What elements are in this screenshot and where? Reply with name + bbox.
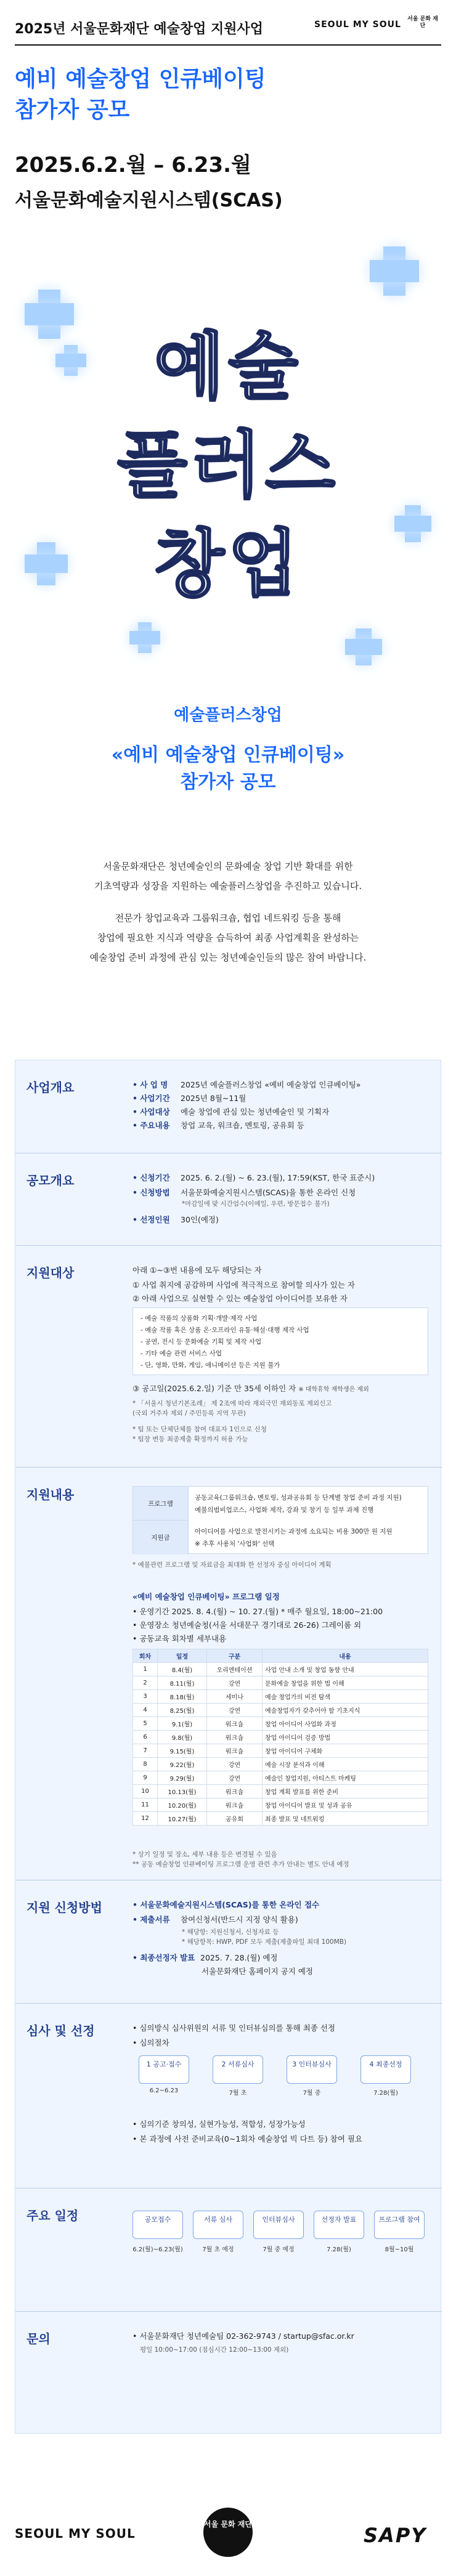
table-cell: 창업 계획 발표를 위한 준비 bbox=[263, 1785, 428, 1798]
table-header-row bbox=[133, 1649, 428, 1663]
target-note: * 팀장 변동 최종제출 확정까지 허용 가능 bbox=[132, 1436, 248, 1443]
table-cell: 8 bbox=[133, 1758, 158, 1771]
timeline-hint: 8월~10월 bbox=[385, 2246, 414, 2253]
review-hint: 7월 중 bbox=[303, 2090, 321, 2097]
table-cell: 강연 bbox=[207, 1676, 263, 1690]
table-cell: 예술창업자가 갖추어야 할 기초지식 bbox=[263, 1704, 428, 1717]
info-panel bbox=[15, 1060, 441, 2434]
table-cell: 1 bbox=[133, 1663, 158, 1676]
table-cell: 예술 창업가의 비전 탐색 bbox=[263, 1690, 428, 1704]
table-cell: 12 bbox=[133, 1812, 158, 1826]
table-cell: 9.8(월) bbox=[158, 1731, 207, 1744]
review-step: 3 인터뷰심사 bbox=[287, 2055, 337, 2084]
target-item: ② 아래 사업으로 실현할 수 있는 예술창업 아이디어를 보유한 자 bbox=[132, 1294, 348, 1303]
table-cell: 10.13(월) bbox=[158, 1785, 207, 1798]
support-label: 프로그램 bbox=[133, 1487, 189, 1521]
table-row bbox=[133, 1812, 428, 1826]
table-row bbox=[133, 1690, 428, 1704]
eligible-item: - 단, 영화, 만화, 게임, 애니메이션 등은 지원 불가 bbox=[140, 1362, 280, 1369]
table-cell: 최종 발표 및 네트워킹 bbox=[263, 1812, 428, 1826]
apply-section bbox=[15, 1880, 442, 2003]
timeline-step: 서류 심사 bbox=[193, 2211, 243, 2239]
table-cell: 9.15(월) bbox=[158, 1744, 207, 1758]
timeline-hint: 7월 중 예정 bbox=[263, 2246, 295, 2253]
table-cell: 8.25(월) bbox=[158, 1704, 207, 1717]
blue-cross-icon bbox=[345, 628, 382, 665]
apply-row: • 최종선정자 발표 2025. 7. 28.(월) 예정 bbox=[132, 1953, 278, 1962]
table-cell: 워크숍 bbox=[207, 1798, 263, 1812]
hero-title-line1: 예비 예술창업 인큐베이팅 bbox=[15, 67, 266, 92]
eligible-item: - 공연, 전시 등 문화예술 기획 및 제작 사업 bbox=[140, 1338, 262, 1346]
info-row: • 주요내용 창업 교육, 워크숍, 멘토링, 공유회 등 bbox=[132, 1121, 304, 1130]
intro-text: 예술창업 준비 과정에 관심 있는 청년예술인들의 많은 참여 바랍니다. bbox=[89, 952, 367, 963]
apply-row: • 서울문화예술지원시스템(SCAS)를 통한 온라인 접수 bbox=[132, 1900, 320, 1909]
table-cell: 사업 안내 소개 및 창업 동향 안내 bbox=[263, 1663, 428, 1676]
contact-section bbox=[15, 2311, 442, 2434]
target-note: (국외 거주자 제외 / 주민등록 지역 무관) bbox=[132, 1410, 246, 1417]
table-header: 구분 bbox=[207, 1649, 263, 1663]
hero-big-word-3: 창업 bbox=[154, 521, 302, 606]
support-label: 지원금 bbox=[133, 1521, 189, 1554]
table-cell: 11 bbox=[133, 1798, 158, 1812]
section-title: 사업개요 bbox=[26, 1080, 75, 1095]
timeline-step: 인터뷰심사 bbox=[253, 2211, 304, 2239]
hero-big-word-1: 예술 bbox=[154, 324, 302, 409]
info-row: • 신청방법 서울문화예술지원시스템(SCAS)을 통한 온라인 신청 bbox=[132, 1188, 356, 1197]
target-note: * 팀 또는 단체단체를 참여 대표자 1인으로 신청 bbox=[132, 1426, 267, 1433]
schedule-sub: • 공동교육 회차별 세부내용 bbox=[132, 1634, 227, 1643]
table-row bbox=[133, 1731, 428, 1744]
table-cell: 10 bbox=[133, 1785, 158, 1798]
table-cell: 3 bbox=[133, 1690, 158, 1704]
review-step: 1 공고·접수 bbox=[139, 2055, 189, 2084]
sub-title-line1: «예비 예술창업 인큐베이팅» bbox=[111, 744, 345, 766]
schedule-note: ** 공동 예술창업 인큐베이팅 프로그램 운영 관련 추가 안내는 별도 안내 예정 bbox=[132, 1861, 349, 1868]
table-cell: 6 bbox=[133, 1731, 158, 1744]
intro-text: 전문가 창업교육과 그룹워크숍, 협업 네트워킹 등을 통해 bbox=[115, 912, 341, 924]
table-row bbox=[133, 1771, 428, 1785]
apply-row: 서울문화재단 홈페이지 공지 예정 bbox=[202, 1967, 313, 1976]
timeline-hint: 6.2(월)~6.23(월) bbox=[132, 2246, 183, 2253]
table-row bbox=[133, 1717, 428, 1731]
table-cell: 워크숍 bbox=[207, 1744, 263, 1758]
apply-row: • 제출서류 참여신청서(반드시 지정 양식 활용) bbox=[132, 1915, 298, 1924]
apply-note: * 해당항목: HWP, PDF 모두 제출(제출파일 최대 100MB) bbox=[182, 1938, 347, 1946]
footer-sfac-logo: 서울 문화 재단 bbox=[203, 2508, 253, 2557]
support-box bbox=[132, 1486, 428, 1554]
intro-text: 창업에 필요한 지식과 역량을 습득하여 최종 사업계획을 완성하는 bbox=[97, 932, 359, 943]
review-row: • 심의기준 창의성, 실현가능성, 적합성, 성장가능성 bbox=[132, 2119, 306, 2129]
support-note: * 예불관련 프로그램 및 자료금을 최대화 한 선정자 중심 아이디어 계획 bbox=[132, 1561, 332, 1569]
table-row bbox=[133, 1663, 428, 1676]
table-cell: 강연 bbox=[207, 1704, 263, 1717]
table-cell: 창업 아이디어 사업화 과정 bbox=[263, 1717, 428, 1731]
section-title: 지원대상 bbox=[26, 1266, 75, 1280]
review-row: • 심의방식 심사위원의 서류 및 인터뷰심의를 통해 최종 선정 bbox=[132, 2023, 335, 2033]
sfac-logo: 서울 문화 재단 bbox=[407, 16, 438, 29]
support-value: 아이디어를 사업으로 발전시키는 과정에 소요되는 비용 300만 원 지원 bbox=[195, 1528, 393, 1535]
review-step: 2 서류심사 bbox=[213, 2055, 263, 2084]
seoul-logo: SEOUL MY SOUL bbox=[314, 20, 401, 30]
table-header: 일정 bbox=[158, 1649, 207, 1663]
table-row bbox=[133, 1744, 428, 1758]
info-row: • 신청기간 2025. 6. 2.(월) ~ 6. 23.(월), 17:59(KST, 한국 표준시) bbox=[132, 1173, 375, 1182]
table-cell: 워크숍 bbox=[207, 1731, 263, 1744]
table-cell: 예술인 창업지원, 아티스트 마케팅 bbox=[263, 1771, 428, 1785]
table-cell: 예술 시장 분석과 이해 bbox=[263, 1758, 428, 1771]
table-row bbox=[133, 1704, 428, 1717]
table-cell: 창업 아이디어 검증 방법 bbox=[263, 1731, 428, 1744]
timeline-hint: 7월 초 예정 bbox=[202, 2246, 234, 2253]
eligible-item: - 예술 작품 혹은 상품 온·오프라인 유통·해설·대행 제작 사업 bbox=[140, 1327, 309, 1334]
eligible-item: - 예술 작품의 상품화 기획·개발·제작 사업 bbox=[140, 1315, 258, 1322]
schedule-note: * 상기 일정 및 장소, 세부 내용 등은 변경될 수 있음 bbox=[132, 1851, 277, 1858]
target-note: * 「서울시 청년기본조례」 제 2조에 따라 재외국민 재외동포 제외신고 bbox=[132, 1400, 332, 1407]
target-item: ③ 공고일(2025.6.2.일) 기준 만 35세 이하인 자 ※ 대학휴학 재학생은 제외 bbox=[132, 1384, 369, 1393]
target-section bbox=[15, 1245, 442, 1467]
table-cell: 8.11(월) bbox=[158, 1676, 207, 1690]
review-hint: 6.2~6.23 bbox=[149, 2087, 179, 2094]
schedule-table bbox=[132, 1649, 428, 1826]
review-hint: 7월 초 bbox=[229, 2090, 247, 2097]
table-header: 내용 bbox=[263, 1649, 428, 1663]
overview-section bbox=[15, 1060, 442, 1153]
table-row bbox=[133, 1785, 428, 1798]
schedule-sub: • 운영기간 2025. 8. 4.(월) ~ 10. 27.(월) * 매주 월요일, 18:00~21:00 bbox=[132, 1607, 383, 1616]
table-cell: 2 bbox=[133, 1676, 158, 1690]
review-hint: 7.28(월) bbox=[373, 2090, 398, 2097]
program-topline: 2025년 서울문화재단 예술창업 지원사업 bbox=[15, 22, 263, 37]
section-title: 지원 신청방법 bbox=[26, 1900, 102, 1915]
schedule-sub: • 운영장소 청년예술청(서울 서대문구 경기대로 26-26) 그레이룸 외 bbox=[132, 1620, 362, 1630]
contact-line[interactable]: • 서울문화재단 청년예술팀 02-362-9743 / startup@sfac.or.kr bbox=[132, 2331, 354, 2341]
schedule-title: «예비 예술창업 인큐베이팅» 프로그램 일정 bbox=[132, 1592, 280, 1601]
review-row: • 심의절차 bbox=[132, 2038, 169, 2047]
contact-hours: 평일 10:00~17:00 (점심시간 12:00~13:00 제외) bbox=[140, 2346, 289, 2354]
notice-section bbox=[15, 1153, 442, 1245]
table-cell: 창업 아이디어 구체화 bbox=[263, 1744, 428, 1758]
table-cell: 문화예술 창업을 위한 법 이해 bbox=[263, 1676, 428, 1690]
apply-note: * 해당항: 지원신청서, 신청자료 등 bbox=[182, 1928, 279, 1936]
timeline-step: 선정자 발표 bbox=[314, 2211, 364, 2239]
blue-cross-icon bbox=[129, 622, 160, 653]
section-title: 지원내용 bbox=[26, 1487, 75, 1502]
timeline-step: 공모접수 bbox=[132, 2211, 183, 2239]
hero-date: 2025.6.2.월 – 6.23.월 bbox=[15, 153, 251, 177]
table-cell: 워크숍 bbox=[207, 1785, 263, 1798]
table-row bbox=[133, 1758, 428, 1771]
table-cell: 9.29(월) bbox=[158, 1771, 207, 1785]
table-cell: 10.27(월) bbox=[158, 1812, 207, 1826]
table-row bbox=[133, 1676, 428, 1690]
section-title: 심사 및 선정 bbox=[26, 2023, 95, 2038]
hero-place: 서울문화예술지원시스템(SCAS) bbox=[15, 190, 283, 211]
table-cell: 7 bbox=[133, 1744, 158, 1758]
table-row bbox=[133, 1798, 428, 1812]
table-cell: 5 bbox=[133, 1717, 158, 1731]
info-row: • 사업기간 2025년 8월~11월 bbox=[132, 1094, 246, 1103]
footer-sapy-logo: SAPY bbox=[364, 2524, 427, 2547]
table-cell: 창업 아이디어 발표 및 성과 공유 bbox=[263, 1798, 428, 1812]
brand-small: 예술플러스창업 bbox=[174, 706, 282, 725]
info-row: • 사 업 명 2025년 예술플러스창업 «예비 예술창업 인큐베이팅» bbox=[132, 1080, 361, 1089]
hero-big-word-2: 플러스 bbox=[117, 423, 339, 508]
table-cell: 9.22(월) bbox=[158, 1758, 207, 1771]
timeline-step: 프로그램 참여 bbox=[374, 2211, 425, 2239]
section-title: 주요 일정 bbox=[26, 2208, 79, 2223]
target-lead: 아래 ①~③번 내용에 모두 해당되는 자 bbox=[132, 1266, 262, 1275]
table-cell: 9.1(월) bbox=[158, 1717, 207, 1731]
intro-text: 서울문화재단은 청년예술인의 문화예술 창업 기반 확대를 위한 bbox=[103, 861, 353, 872]
table-cell: 오리엔테이션 bbox=[207, 1663, 263, 1676]
footer-seoul-logo: SEOUL MY SOUL bbox=[15, 2526, 136, 2541]
table-cell: 9 bbox=[133, 1771, 158, 1785]
review-step: 4 최종선정 bbox=[360, 2055, 411, 2084]
review-row: • 본 과정에 사전 준비교육(0~1회차 예술창업 빅 다트 등) 참여 필요 bbox=[132, 2134, 363, 2143]
table-cell: 강연 bbox=[207, 1758, 263, 1771]
table-cell: 4 bbox=[133, 1704, 158, 1717]
table-cell: 강연 bbox=[207, 1771, 263, 1785]
target-item: ① 사업 취지에 공감하며 사업에 적극적으로 참여할 의사가 있는 자 bbox=[132, 1280, 355, 1290]
hero-section bbox=[0, 0, 456, 856]
support-value: 예불의범비업코스, 사업화 제작, 강좌 및 창기 등 일부 과제 진행 bbox=[195, 1506, 374, 1514]
eligible-item: - 기타 예술 관련 서비스 사업 bbox=[140, 1350, 222, 1357]
info-row: • 선정인원 30인(예정) bbox=[132, 1215, 219, 1224]
support-value: ※ 추후 사용처 '사업화' 선택 bbox=[195, 1540, 275, 1548]
hero-title-line2: 참가자 공모 bbox=[15, 97, 130, 123]
intro-section bbox=[0, 856, 456, 1054]
intro-text: 기초역량과 성장을 지원하는 예술플러스창업을 추진하고 있습니다. bbox=[94, 880, 362, 892]
timeline-hint: 7.28(월) bbox=[327, 2246, 351, 2253]
table-cell: 10.20(월) bbox=[158, 1798, 207, 1812]
table-cell: 세미나 bbox=[207, 1690, 263, 1704]
section-title: 문의 bbox=[26, 2331, 51, 2346]
table-header: 회차 bbox=[133, 1649, 158, 1663]
timeline-section bbox=[15, 2188, 442, 2311]
table-cell: 공유회 bbox=[207, 1812, 263, 1826]
review-section bbox=[15, 2003, 442, 2188]
info-note: *마감일에 맞 시간엄수(이메일, 우편, 방문접수 불가) bbox=[182, 1200, 330, 1208]
table-cell: 8.4(월) bbox=[158, 1663, 207, 1676]
blue-cross-icon bbox=[370, 246, 419, 296]
table-cell: 워크숍 bbox=[207, 1717, 263, 1731]
header-divider bbox=[15, 44, 441, 46]
support-value: 공동교육(그룹워크숍, 멘토링, 성과공유회 등 단계별 창업 준비 과정 지원) bbox=[195, 1494, 402, 1501]
section-title: 공모개요 bbox=[26, 1173, 75, 1188]
sub-title-line2: 참가자 공모 bbox=[180, 771, 276, 793]
table-cell: 8.18(월) bbox=[158, 1690, 207, 1704]
info-row: • 사업대상 예술 창업에 관심 있는 청년예술인 및 기획자 bbox=[132, 1107, 330, 1116]
eligible-box bbox=[132, 1307, 428, 1375]
